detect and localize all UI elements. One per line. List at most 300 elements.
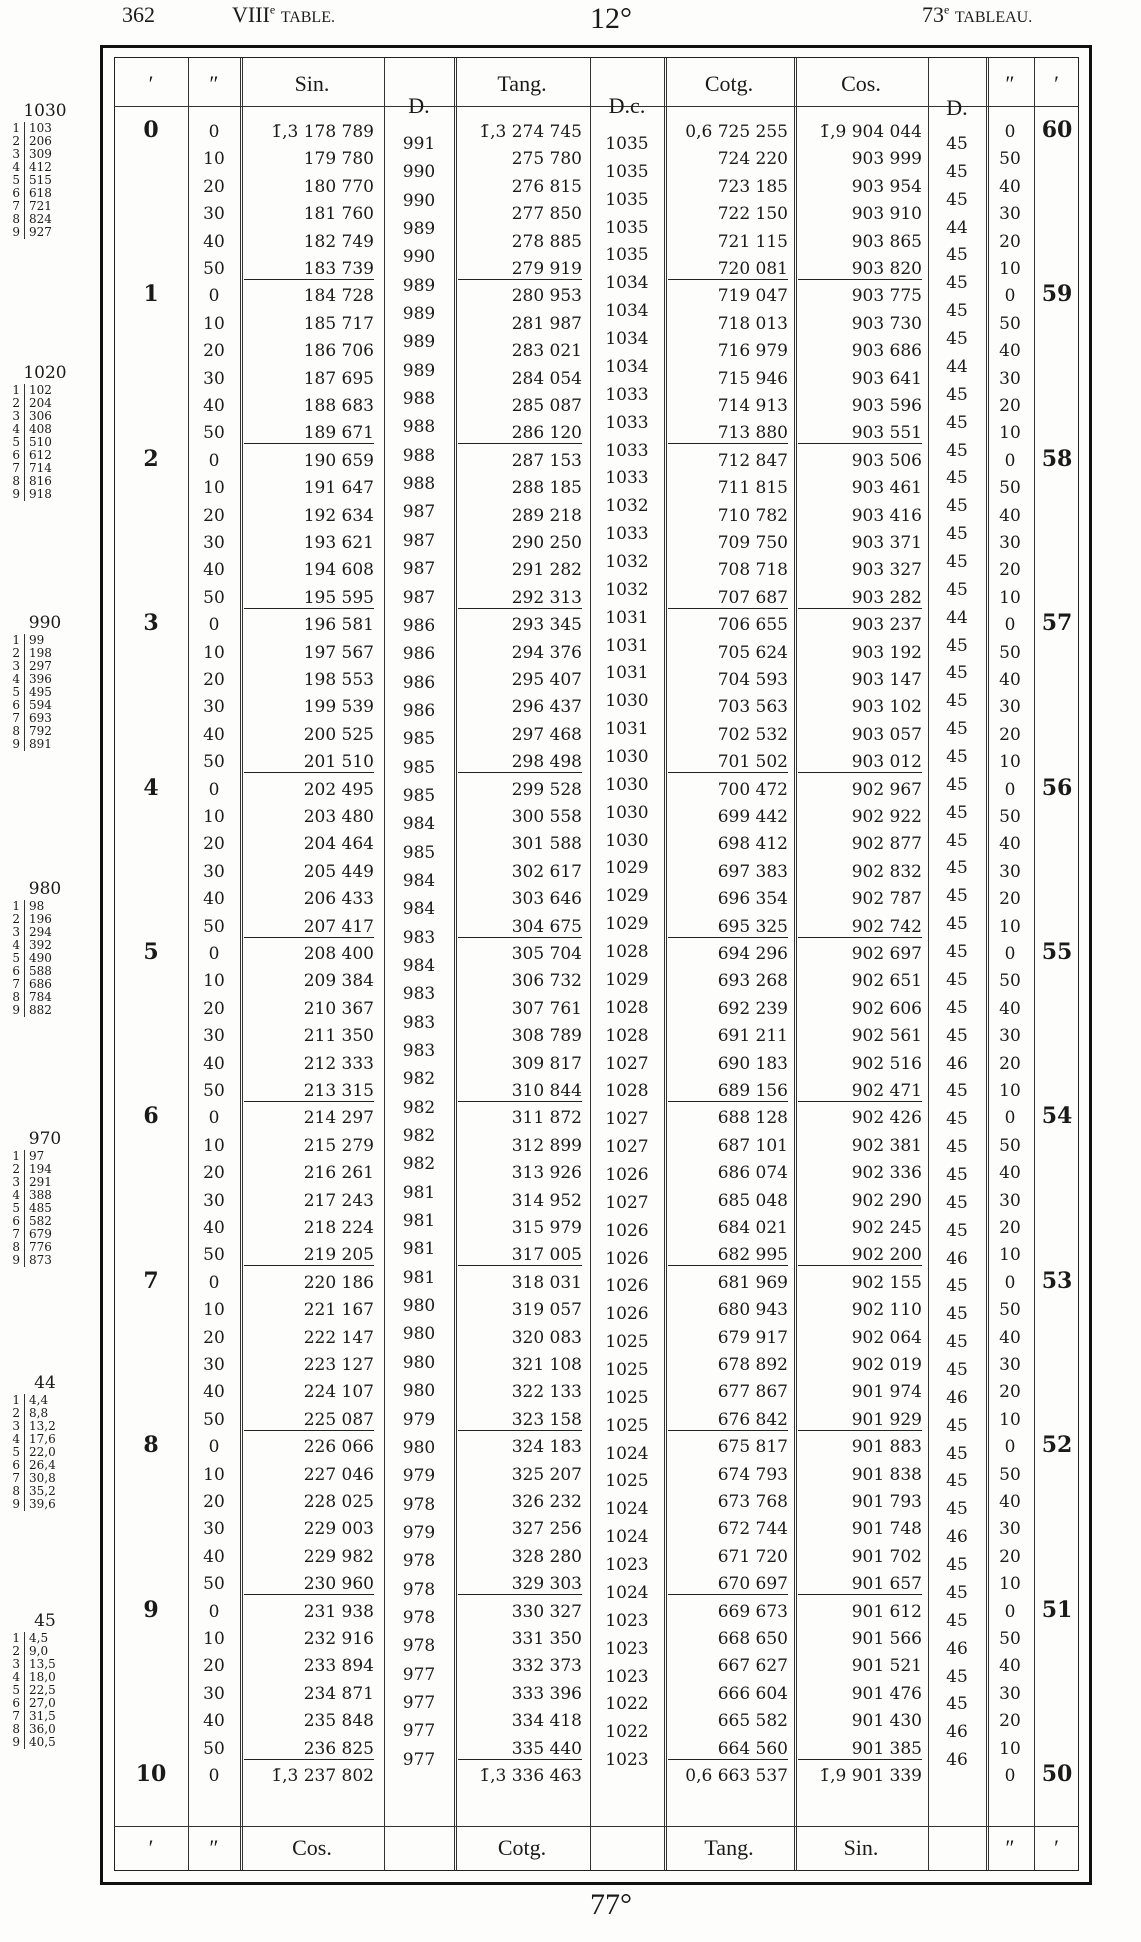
cotg-value: 699 442 xyxy=(717,807,788,827)
second-label: 30 xyxy=(203,369,225,389)
tang-value: 288 185 xyxy=(511,478,582,498)
minute-label: 5 xyxy=(143,939,159,965)
second-label-right: 50 xyxy=(999,807,1021,827)
second-label-right: 0 xyxy=(1004,1273,1016,1293)
proportional-parts-table xyxy=(2,100,88,239)
proportional-part: 22,5 xyxy=(24,1684,79,1697)
tang-value: 328 280 xyxy=(511,1547,582,1567)
multiplier: 6 xyxy=(12,964,20,978)
second-label-right: 30 xyxy=(999,862,1021,882)
sin-difference: 987 xyxy=(402,559,436,579)
cos-difference: 45 xyxy=(946,580,968,600)
header-d: D. xyxy=(408,93,430,118)
tang-value: 301 588 xyxy=(511,834,582,854)
second-label: 50 xyxy=(203,1739,225,1759)
tang-value: 284 054 xyxy=(511,369,582,389)
cos-difference: 45 xyxy=(946,329,968,349)
multiplier: 9 xyxy=(12,1497,20,1511)
sin-value: 187 695 xyxy=(303,369,374,389)
sin-difference: 989 xyxy=(402,276,436,296)
cos-difference: 45 xyxy=(946,831,968,851)
second-label-right: 10 xyxy=(999,1574,1021,1594)
proportional-part: 97 xyxy=(24,1150,79,1163)
tang-common-difference: 1025 xyxy=(605,1471,649,1491)
multiplier: 7 xyxy=(12,1471,20,1485)
sin-value: 205 449 xyxy=(303,862,374,882)
sin-value: 186 706 xyxy=(303,341,374,361)
cos-value: 901 521 xyxy=(851,1656,922,1676)
proportional-part: 4,5 xyxy=(24,1632,79,1645)
minute-label-right: 58 xyxy=(1041,446,1073,472)
proportional-parts-title: 980 xyxy=(28,879,62,899)
multiplier: 3 xyxy=(12,1657,20,1671)
multiplier: 2 xyxy=(12,646,20,660)
proportional-part: 776 xyxy=(24,1241,79,1254)
tang-value: 1̄,3 274 745 xyxy=(479,122,582,142)
cos-value: 901 793 xyxy=(851,1492,922,1512)
second-label: 50 xyxy=(203,588,225,608)
sin-value: 229 003 xyxy=(303,1519,374,1539)
multiplier: 9 xyxy=(12,225,20,239)
multiplier: 1 xyxy=(12,1393,20,1407)
sin-difference: 977 xyxy=(402,1693,436,1713)
multiplier: 5 xyxy=(12,1201,20,1215)
sin-difference: 979 xyxy=(402,1410,436,1430)
second-label-right: 20 xyxy=(999,232,1021,252)
second-label: 20 xyxy=(203,1492,225,1512)
cotg-value: 697 383 xyxy=(717,862,788,882)
second-label: 50 xyxy=(203,1081,225,1101)
cotg-value: 669 673 xyxy=(717,1602,788,1622)
tang-value: 291 282 xyxy=(511,560,582,580)
proportional-parts-table xyxy=(2,878,88,1017)
cos-value: 901 838 xyxy=(851,1465,922,1485)
sin-value: 235 848 xyxy=(303,1711,374,1731)
proportional-part: 4,4 xyxy=(24,1394,79,1407)
second-label: 30 xyxy=(203,533,225,553)
sin-difference: 978 xyxy=(402,1636,436,1656)
footer-minutes: ′ xyxy=(148,1835,154,1860)
cos-difference: 46 xyxy=(946,1388,968,1408)
tang-value: 287 153 xyxy=(511,451,582,471)
tang-value: 285 087 xyxy=(511,396,582,416)
cos-value: 903 641 xyxy=(851,369,922,389)
second-label-right: 50 xyxy=(999,478,1021,498)
proportional-part: 510 xyxy=(24,436,79,449)
minute-label-right: 50 xyxy=(1041,1761,1073,1787)
sin-value: 197 567 xyxy=(303,643,374,663)
second-label: 10 xyxy=(203,1465,225,1485)
cos-value: 903 012 xyxy=(798,752,922,773)
tang-value: 294 376 xyxy=(511,643,582,663)
cos-difference: 45 xyxy=(946,1694,968,1714)
footer-seconds-right: ″ xyxy=(1005,1835,1015,1860)
cos-difference: 45 xyxy=(946,496,968,516)
minute-label: 6 xyxy=(143,1103,159,1129)
cotg-value: 689 156 xyxy=(668,1081,788,1102)
proportional-part: 13,2 xyxy=(24,1420,79,1433)
second-label: 10 xyxy=(203,1300,225,1320)
cos-value: 903 147 xyxy=(851,670,922,690)
tang-value: 335 440 xyxy=(458,1739,582,1760)
cos-value: 902 742 xyxy=(798,917,922,938)
cotg-value: 709 750 xyxy=(717,533,788,553)
multiplier: 6 xyxy=(12,1458,20,1472)
multiplier: 3 xyxy=(12,1419,20,1433)
second-label: 10 xyxy=(203,478,225,498)
sin-value: 216 261 xyxy=(303,1163,374,1183)
cotg-value: 705 624 xyxy=(717,643,788,663)
second-label: 40 xyxy=(203,232,225,252)
second-label-right: 40 xyxy=(999,1492,1021,1512)
tang-common-difference: 1032 xyxy=(605,552,649,572)
tang-value: 307 761 xyxy=(511,999,582,1019)
second-label: 10 xyxy=(203,149,225,169)
sin-value: 227 046 xyxy=(303,1465,374,1485)
tang-common-difference: 1030 xyxy=(605,691,649,711)
cos-difference: 45 xyxy=(946,413,968,433)
sin-difference: 981 xyxy=(402,1268,436,1288)
sin-value: 182 749 xyxy=(303,232,374,252)
proportional-part: 194 xyxy=(24,1163,79,1176)
second-label: 10 xyxy=(203,1629,225,1649)
cos-value: 901 929 xyxy=(798,1410,922,1431)
cotg-value: 707 687 xyxy=(668,588,788,609)
tang-value: 289 218 xyxy=(511,506,582,526)
tang-value: 322 133 xyxy=(511,1382,582,1402)
second-label-right: 50 xyxy=(999,643,1021,663)
minute-label-right: 57 xyxy=(1041,610,1073,636)
cos-value: 903 954 xyxy=(851,177,922,197)
cos-value: 902 381 xyxy=(851,1136,922,1156)
sin-value: 219 205 xyxy=(244,1245,374,1266)
tang-common-difference: 1025 xyxy=(605,1360,649,1380)
sin-value: 229 982 xyxy=(303,1547,374,1567)
cos-value: 902 336 xyxy=(851,1163,922,1183)
sin-difference: 986 xyxy=(402,673,436,693)
second-label-right: 20 xyxy=(999,1218,1021,1238)
proportional-part: 612 xyxy=(24,449,79,462)
sin-difference: 978 xyxy=(402,1580,436,1600)
multiplier: 6 xyxy=(12,698,20,712)
cotg-value: 670 697 xyxy=(668,1574,788,1595)
multiplier: 3 xyxy=(12,409,20,423)
multiplier: 8 xyxy=(12,1240,20,1254)
proportional-parts-row xyxy=(2,1254,88,1267)
sin-value: 225 087 xyxy=(244,1410,374,1431)
sin-difference: 990 xyxy=(402,191,436,211)
multiplier: 7 xyxy=(12,461,20,475)
multiplier: 1 xyxy=(12,383,20,397)
cos-difference: 45 xyxy=(946,942,968,962)
second-label: 40 xyxy=(203,725,225,745)
sin-value: 234 871 xyxy=(303,1684,374,1704)
cos-difference: 46 xyxy=(946,1722,968,1742)
tang-common-difference: 1024 xyxy=(605,1583,649,1603)
sin-difference: 983 xyxy=(402,1041,436,1061)
multiplier: 4 xyxy=(12,422,20,436)
sin-value: 183 739 xyxy=(244,259,374,280)
sin-difference: 989 xyxy=(402,332,436,352)
cos-difference: 45 xyxy=(946,886,968,906)
proportional-part: 721 xyxy=(24,200,79,213)
proportional-part: 297 xyxy=(24,660,79,673)
second-label-right: 30 xyxy=(999,697,1021,717)
second-label: 10 xyxy=(203,314,225,334)
second-label: 0 xyxy=(208,1602,220,1622)
cotg-value: 718 013 xyxy=(717,314,788,334)
multiplier: 5 xyxy=(12,685,20,699)
multiplier: 2 xyxy=(12,1644,20,1658)
multiplier: 3 xyxy=(12,659,20,673)
second-label: 40 xyxy=(203,1054,225,1074)
sin-value: 226 066 xyxy=(303,1437,374,1457)
sin-value: 209 384 xyxy=(303,971,374,991)
tang-value: 295 407 xyxy=(511,670,582,690)
cos-difference: 45 xyxy=(946,1081,968,1101)
cos-difference: 45 xyxy=(946,385,968,405)
sin-difference: 981 xyxy=(402,1183,436,1203)
proportional-part: 36,0 xyxy=(24,1723,79,1736)
sin-difference: 983 xyxy=(402,984,436,1004)
minute-label: 0 xyxy=(143,117,159,143)
tang-common-difference: 1028 xyxy=(605,998,649,1018)
cos-value: 902 967 xyxy=(851,780,922,800)
cotg-value: 720 081 xyxy=(668,259,788,280)
cos-difference: 46 xyxy=(946,1249,968,1269)
tang-value: 303 646 xyxy=(511,889,582,909)
tang-value: 1̄,3 336 463 xyxy=(479,1766,582,1786)
multiplier: 7 xyxy=(12,977,20,991)
cotg-value: 668 650 xyxy=(717,1629,788,1649)
sin-value: 204 464 xyxy=(303,834,374,854)
multiplier: 1 xyxy=(12,121,20,135)
cos-value: 901 657 xyxy=(798,1574,922,1595)
sin-value: 230 960 xyxy=(244,1574,374,1595)
proportional-part: 8,8 xyxy=(24,1407,79,1420)
sin-value: 232 916 xyxy=(303,1629,374,1649)
sin-value: 207 417 xyxy=(244,917,374,938)
multiplier: 6 xyxy=(12,1696,20,1710)
cos-value: 902 426 xyxy=(851,1108,922,1128)
cos-value: 902 064 xyxy=(851,1328,922,1348)
cos-value: 902 110 xyxy=(851,1300,922,1320)
second-label: 0 xyxy=(208,1108,220,1128)
tang-common-difference: 1029 xyxy=(605,970,649,990)
cos-value: 902 787 xyxy=(851,889,922,909)
second-label: 0 xyxy=(208,1766,220,1786)
tang-common-difference: 1033 xyxy=(605,441,649,461)
proportional-parts-title: 1030 xyxy=(23,101,67,121)
multiplier: 8 xyxy=(12,724,20,738)
tang-value: 324 183 xyxy=(511,1437,582,1457)
sin-value: 210 367 xyxy=(303,999,374,1019)
cotg-value: 721 115 xyxy=(717,232,788,252)
second-label: 50 xyxy=(203,1574,225,1594)
proportional-parts-table xyxy=(2,1610,88,1749)
multiplier: 2 xyxy=(12,1406,20,1420)
tang-value: 299 528 xyxy=(511,780,582,800)
cotg-value: 680 943 xyxy=(717,1300,788,1320)
proportional-part: 824 xyxy=(24,213,79,226)
sin-difference: 981 xyxy=(402,1239,436,1259)
second-label-right: 10 xyxy=(999,1739,1021,1759)
tang-value: 315 979 xyxy=(511,1218,582,1238)
multiplier: 1 xyxy=(12,1149,20,1163)
footer-sin: Sin. xyxy=(843,1835,879,1860)
cos-difference: 44 xyxy=(946,357,968,377)
cos-value: 902 516 xyxy=(851,1054,922,1074)
multiplier: 1 xyxy=(12,1631,20,1645)
proportional-part: 873 xyxy=(24,1254,79,1267)
sin-difference: 985 xyxy=(402,729,436,749)
tang-common-difference: 1022 xyxy=(605,1694,649,1714)
sin-value: 199 539 xyxy=(303,697,374,717)
tang-common-difference: 1030 xyxy=(605,775,649,795)
sin-difference: 989 xyxy=(402,219,436,239)
cos-difference: 45 xyxy=(946,273,968,293)
cotg-value: 703 563 xyxy=(717,697,788,717)
tang-common-difference: 1031 xyxy=(605,719,649,739)
cos-difference: 45 xyxy=(946,1304,968,1324)
sin-value: 195 595 xyxy=(244,588,374,609)
cotg-value: 724 220 xyxy=(717,149,788,169)
second-label-right: 50 xyxy=(999,1629,1021,1649)
sin-value: 193 621 xyxy=(303,533,374,553)
second-label: 20 xyxy=(203,1656,225,1676)
tang-value: 286 120 xyxy=(458,423,582,444)
sin-difference: 980 xyxy=(402,1381,436,1401)
second-label: 20 xyxy=(203,834,225,854)
sin-difference: 987 xyxy=(402,502,436,522)
cos-value: 902 651 xyxy=(851,971,922,991)
tang-value: 276 815 xyxy=(511,177,582,197)
sin-value: 236 825 xyxy=(244,1739,374,1760)
cos-difference: 45 xyxy=(946,998,968,1018)
proportional-parts-title: 990 xyxy=(28,613,62,633)
proportional-part: 693 xyxy=(24,712,79,725)
cotg-value: 687 101 xyxy=(717,1136,788,1156)
cos-value: 902 245 xyxy=(851,1218,922,1238)
cotg-value: 684 021 xyxy=(717,1218,788,1238)
minute-label-right: 56 xyxy=(1041,775,1073,801)
second-label-right: 30 xyxy=(999,369,1021,389)
tang-common-difference: 1029 xyxy=(605,858,649,878)
tang-value: 296 437 xyxy=(511,697,582,717)
second-label-right: 30 xyxy=(999,1519,1021,1539)
proportional-part: 582 xyxy=(24,1215,79,1228)
second-label-right: 30 xyxy=(999,1191,1021,1211)
sin-value: 217 243 xyxy=(303,1191,374,1211)
second-label-right: 20 xyxy=(999,1547,1021,1567)
second-label: 30 xyxy=(203,862,225,882)
second-label-right: 40 xyxy=(999,999,1021,1019)
proportional-part: 485 xyxy=(24,1202,79,1215)
sin-difference: 980 xyxy=(402,1324,436,1344)
second-label: 20 xyxy=(203,1328,225,1348)
multiplier: 4 xyxy=(12,672,20,686)
sin-value: 231 938 xyxy=(303,1602,374,1622)
proportional-part: 206 xyxy=(24,135,79,148)
tang-common-difference: 1031 xyxy=(605,636,649,656)
second-label-right: 10 xyxy=(999,588,1021,608)
minute-label-right: 59 xyxy=(1041,281,1073,307)
second-label-right: 0 xyxy=(1004,1108,1016,1128)
cos-difference: 44 xyxy=(946,608,968,628)
cotg-value: 0,6 725 255 xyxy=(685,122,788,142)
second-label: 0 xyxy=(208,615,220,635)
second-label: 50 xyxy=(203,423,225,443)
cos-value: 902 561 xyxy=(851,1026,922,1046)
minute-label: 2 xyxy=(143,446,159,472)
sin-value: 222 147 xyxy=(303,1328,374,1348)
header-dc: D.c. xyxy=(608,93,646,118)
sin-difference: 986 xyxy=(402,644,436,664)
tang-value: 310 844 xyxy=(458,1081,582,1102)
tang-value: 304 675 xyxy=(458,917,582,938)
second-label-right: 20 xyxy=(999,396,1021,416)
second-label: 0 xyxy=(208,780,220,800)
tang-value: 306 732 xyxy=(511,971,582,991)
proportional-part: 594 xyxy=(24,699,79,712)
sin-value: 191 647 xyxy=(303,478,374,498)
second-label-right: 50 xyxy=(999,314,1021,334)
cos-value: 903 730 xyxy=(851,314,922,334)
proportional-part: 396 xyxy=(24,673,79,686)
cos-value: 903 237 xyxy=(851,615,922,635)
sin-difference: 989 xyxy=(402,304,436,324)
cotg-value: 695 325 xyxy=(668,917,788,938)
tang-value: 283 021 xyxy=(511,341,582,361)
cos-value: 901 385 xyxy=(798,1739,922,1760)
cos-difference: 45 xyxy=(946,1276,968,1296)
cos-value: 903 416 xyxy=(851,506,922,526)
second-label: 30 xyxy=(203,204,225,224)
sin-value: 214 297 xyxy=(303,1108,374,1128)
tang-value: 330 327 xyxy=(511,1602,582,1622)
tang-value: 326 232 xyxy=(511,1492,582,1512)
second-label: 50 xyxy=(203,1410,225,1430)
cos-value: 902 200 xyxy=(798,1245,922,1266)
tang-common-difference: 1028 xyxy=(605,1026,649,1046)
minute-label: 7 xyxy=(143,1268,159,1294)
proportional-part: 408 xyxy=(24,423,79,436)
tang-value: 302 617 xyxy=(511,862,582,882)
footer-minutes-right: ′ xyxy=(1054,1835,1059,1860)
multiplier: 3 xyxy=(12,147,20,161)
cos-difference: 45 xyxy=(946,719,968,739)
tang-common-difference: 1029 xyxy=(605,914,649,934)
proportional-parts-table xyxy=(2,1128,88,1267)
cos-value: 903 820 xyxy=(798,259,922,280)
cos-difference: 45 xyxy=(946,691,968,711)
cotg-value: 682 995 xyxy=(668,1245,788,1266)
cotg-value: 716 979 xyxy=(717,341,788,361)
sin-value: 1̄,3 237 802 xyxy=(271,1766,374,1786)
second-label-right: 40 xyxy=(999,506,1021,526)
proportional-part: 35,2 xyxy=(24,1485,79,1498)
sin-value: 233 894 xyxy=(303,1656,374,1676)
footer-tang: Tang. xyxy=(704,1835,754,1860)
cos-value: 901 974 xyxy=(851,1382,922,1402)
cotg-value: 704 593 xyxy=(717,670,788,690)
sin-difference: 981 xyxy=(402,1211,436,1231)
cos-value: 901 430 xyxy=(851,1711,922,1731)
second-label: 20 xyxy=(203,1163,225,1183)
tang-value: 312 899 xyxy=(511,1136,582,1156)
sin-difference: 980 xyxy=(402,1296,436,1316)
multiplier: 7 xyxy=(12,711,20,725)
